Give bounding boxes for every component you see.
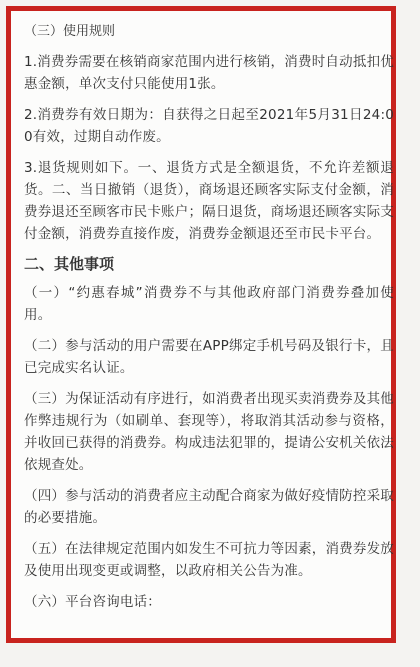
rule-paragraph-3: 3.退货规则如下。一、退货方式是全额退货，不允许差额退货。二、当日撤销（退货），商场退还顾客实际支付金额，消费券退还至顾客市民卡账户；隔日退货，商场退还顾客实际支付金额，消费券直接作废，消费券金额退还至市民卡平台。 [24,160,394,242]
matter-paragraph-1: （一）“约惠春城”消费券不与其他政府部门消费券叠加使用。 [24,285,394,323]
usage-rules-subheading: （三）使用规则 [24,24,116,39]
matter-paragraph-3: （三）为保证活动有序进行，如消费者出现买卖消费券及其他作弊违规行为（如刷单、套现等），将取消其活动参与资格，并收回已获得的消费券。构成违法犯罪的，提请公安机关依法依规查处。 [24,391,394,473]
matter-paragraph-2: （二）参与活动的用户需要在APP绑定手机号码及银行卡，且已完成实名认证。 [24,338,394,376]
other-matters-section [24,254,394,613]
matter-paragraph-4: （四）参与活动的消费者应主动配合商家为做好疫情防控采取的必要措施。 [24,488,394,526]
rule-paragraph-2: 2.消费券有效日期为：自获得之日起至2021年5月31日24:00有效，过期自动作废。 [24,107,394,145]
usage-rules-section [24,23,394,245]
other-matters-heading: 二、其他事项 [24,255,115,273]
document-content [24,23,394,622]
matter-paragraph-6: （六）平台咨询电话： [24,594,161,610]
rule-paragraph-1: 1.消费券需要在核销商家范围内进行核销，消费时自动抵扣优惠金额，单次支付只能使用1张。 [24,54,394,92]
matter-paragraph-5: （五）在法律规定范围内如发生不可抗力等因素，消费券发放及使用出现变更或调整，以政府相关公告为准。 [24,541,394,579]
document-frame [6,6,396,643]
